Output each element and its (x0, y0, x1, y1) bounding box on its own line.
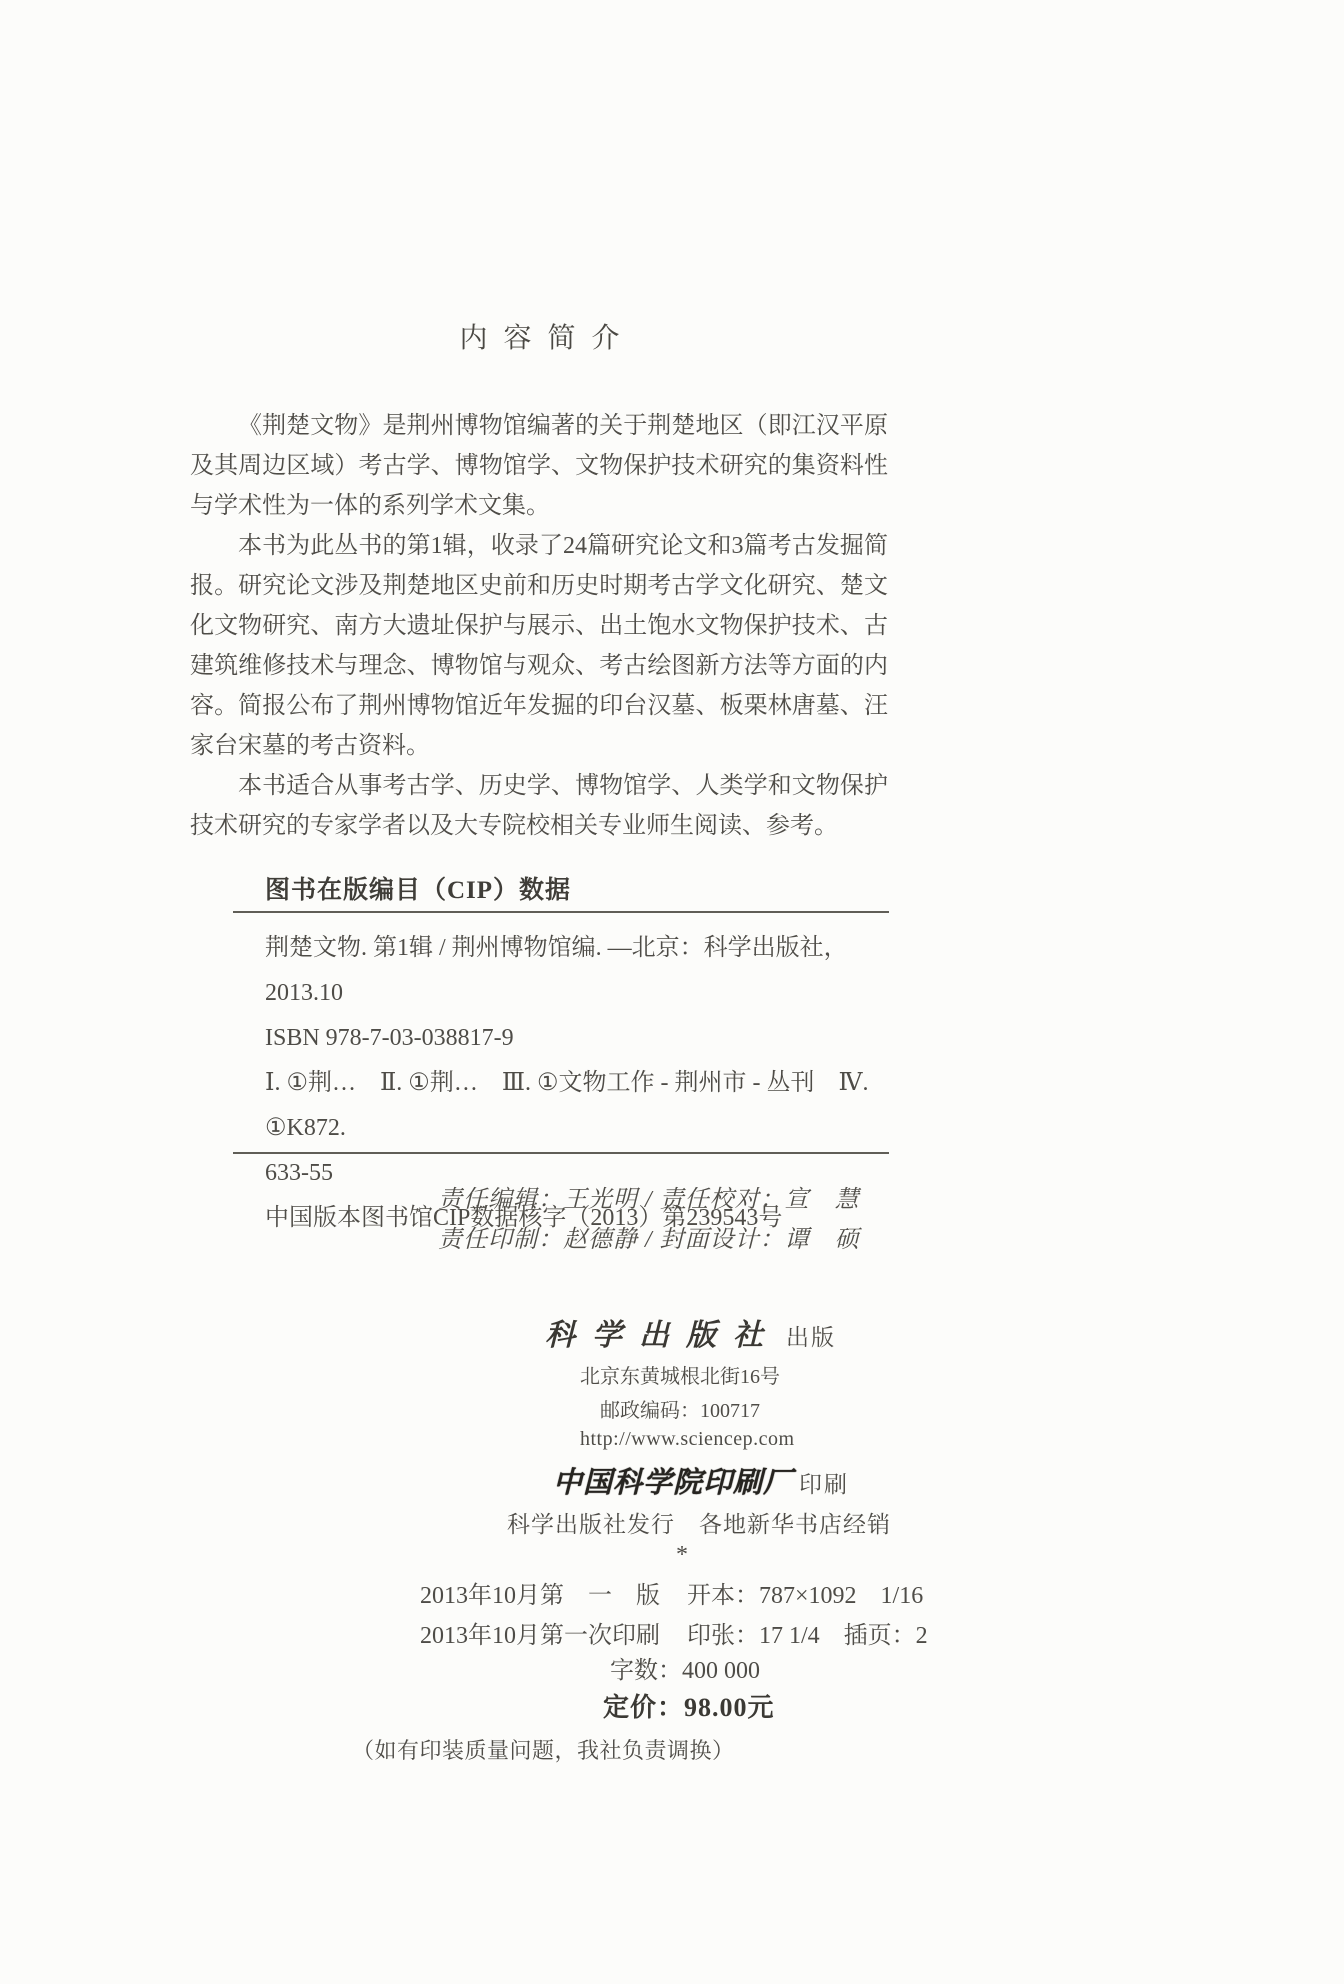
printer-line (553, 1460, 849, 1501)
staff-editors-line: 责任编辑：王光明 / 责任校对：宣 慧 (438, 1187, 860, 1213)
format-spec: 开本：787×1092 1/16 (687, 1583, 924, 1609)
publisher-address: 北京东黄城根北街16号 (580, 1366, 780, 1388)
intro-paragraph-1: 《荆楚文物》是荆州博物馆编著的关于荆楚地区（即江汉平原及其周边区域）考古学、博物馆学、文物保护技术研究的集资料性与学术性为一体的系列学术文集。 (190, 413, 888, 519)
edition-row-1 (420, 1575, 980, 1610)
cip-heading: 图书在版编目（CIP）数据 (265, 877, 572, 904)
printer-role-label: 印刷 (799, 1472, 850, 1497)
publisher-url: http://www.sciencep.com (580, 1428, 795, 1450)
quality-note: （如有印装质量问题，我社负责调换） (352, 1738, 735, 1763)
edition-date: 2013年10月第 一 版 (420, 1583, 660, 1609)
edition-row-2 (420, 1615, 980, 1650)
asterisk-separator: * (676, 1542, 688, 1568)
publisher-logo: 科学出版社 (545, 1319, 780, 1352)
page-title: 内 容 简 介 (459, 323, 621, 354)
staff-credits (438, 1180, 860, 1260)
intro-paragraph-3: 本书适合从事考古学、历史学、博物馆学、人类学和文物保护技术研究的专家学者以及大专院校相关专业师生阅读、参考。 (190, 773, 888, 839)
publisher-role-label: 出版 (786, 1325, 836, 1350)
distribution-line: 科学出版社发行 各地新华书店经销 (507, 1512, 891, 1537)
cip-record-number: 中国版本图书馆CIP数据核字（2013）第239543号 (265, 1205, 783, 1231)
printer-logo: 中国科学院印刷厂 (553, 1467, 794, 1499)
word-count: 字数：400 000 (610, 1658, 760, 1684)
isbn-line: ISBN 978-7-03-038817-9 (265, 1025, 514, 1051)
printing-date: 2013年10月第一次印刷 (420, 1623, 660, 1649)
divider-bottom (233, 1152, 889, 1154)
sheets-spec: 印张：17 1/4 插页：2 (687, 1623, 928, 1649)
intro-paragraph-2: 本书为此丛书的第1辑，收录了24篇研究论文和3篇考古发掘简报。研究论文涉及荆楚地区史前和历史时期考古学文化研究、楚文化文物研究、南方大遗址保护与展示、出土饱水文物保护技术、古建筑维修技术与理念、博物馆与观众、考古绘图新方法等方面的内容。简报公布了荆州博物馆近年发掘的印台汉墓、板栗林唐墓、汪家台宋墓的考古资料。 (190, 533, 888, 759)
publisher-postcode: 邮政编码：100717 (600, 1400, 760, 1422)
divider-top (233, 911, 889, 913)
cip-classification-line: Ⅰ. ①荆… Ⅱ. ①荆… Ⅲ. ①文物工作 - 荆州市 - 丛刊 Ⅳ. ①K872. (265, 1070, 869, 1141)
price: 定价：98.00元 (603, 1693, 775, 1722)
publisher-line (545, 1310, 836, 1354)
cip-bibliographic-line: 荆楚文物. 第1辑 / 荆州博物馆编. —北京：科学出版社，2013.10 (265, 935, 848, 1006)
content-introduction (190, 406, 888, 846)
cip-classification-continued: 633-55 (265, 1160, 333, 1186)
staff-production-line: 责任印制：赵德静 / 封面设计：谭 硕 (438, 1227, 860, 1253)
